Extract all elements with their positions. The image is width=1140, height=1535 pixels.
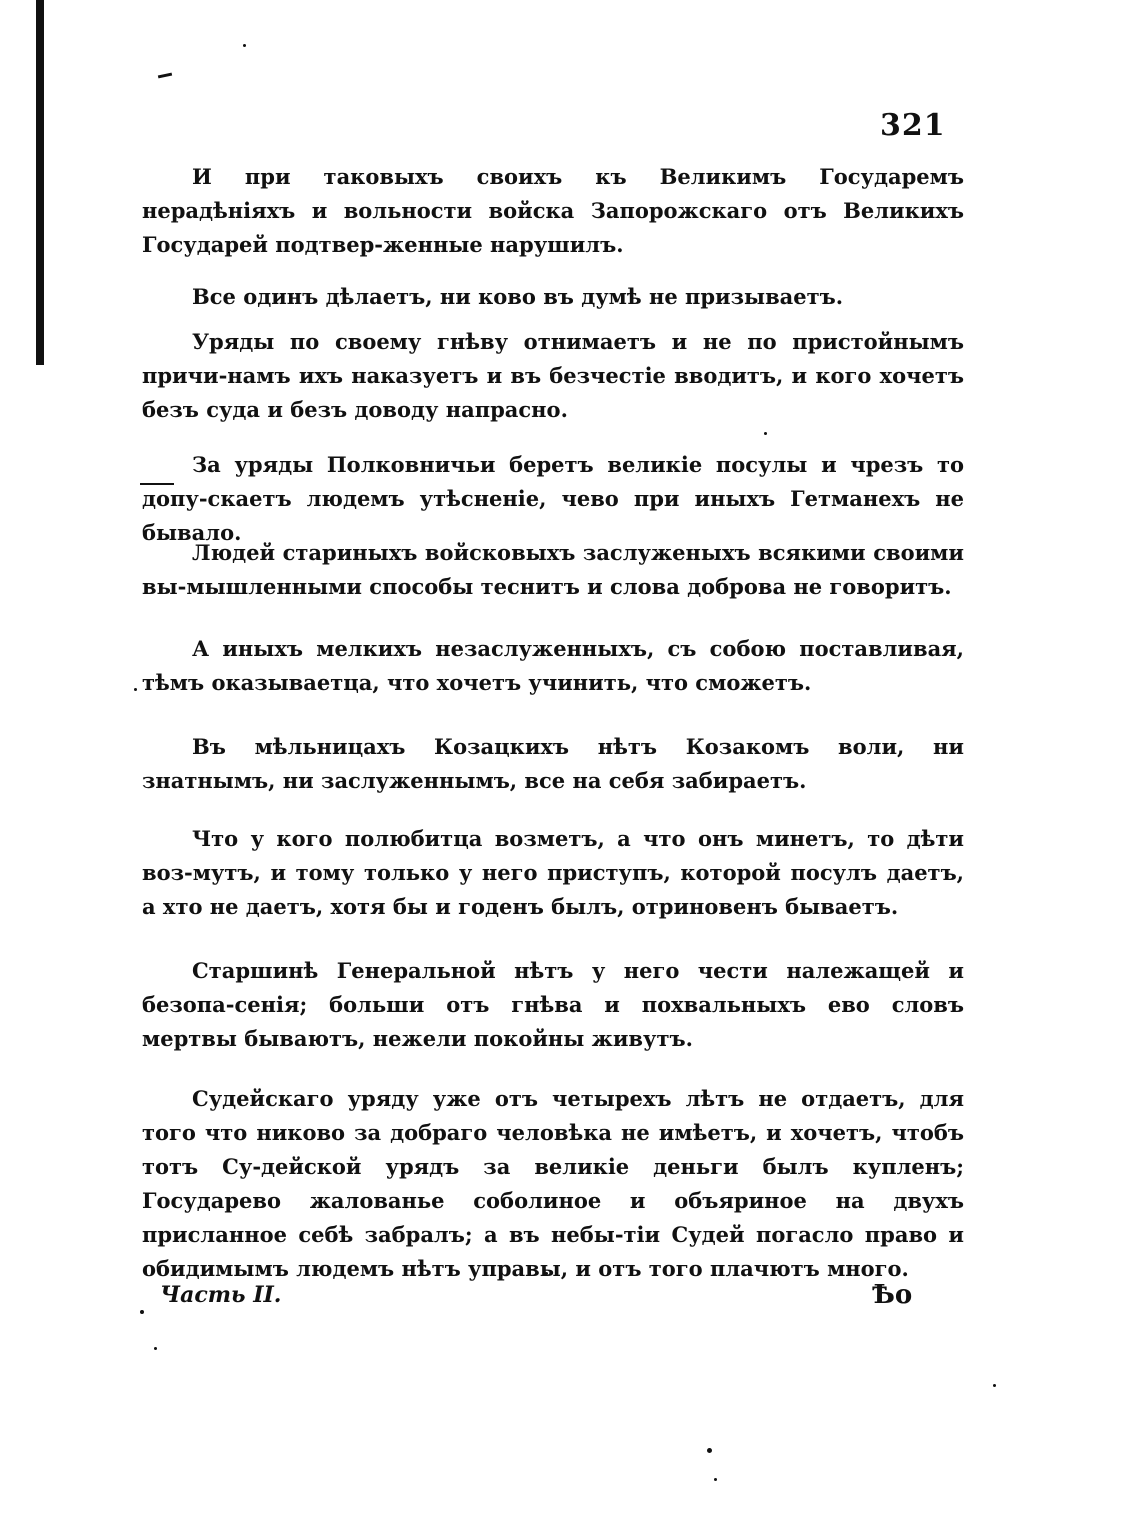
speck [243, 44, 246, 47]
speck [134, 688, 137, 691]
paragraph: За уряды Полковничьи беретъ великіе посулы и чрезъ то допу-скаетъ людемъ утѣсненіе, чево при иныхъ Гетманехъ не бывало. [142, 452, 964, 545]
stray-mark [158, 73, 172, 79]
speck [714, 1478, 717, 1481]
paragraph: Старшинѣ Генеральной нѣтъ у него чести належащей и безопа-сенія; больши отъ гнѣва и похвальныхъ ево словъ мертвы бываютъ, нежели покойны живутъ. [142, 958, 964, 1051]
speck [993, 1384, 996, 1387]
paragraph: Все одинъ дѣлаетъ, ни ково въ думѣ не призываетъ. [192, 284, 844, 309]
part-label: Часть II. [160, 1282, 282, 1308]
speck [764, 432, 767, 435]
page-edge-bar [36, 0, 44, 365]
paragraph: А иныхъ мелкихъ незаслуженныхъ, съ собою поставливая, тѣмъ оказываетца, что хочетъ учинить, что сможетъ. [142, 636, 964, 695]
paragraph: Что у кого полюбитца возметъ, а что онъ минетъ, то дѣти воз-мутъ, и тому только у него приступъ, которой посулъ даетъ, а хто не даетъ, хотя бы и годенъ былъ, отриновенъ бываетъ. [142, 826, 964, 919]
paragraph: Людей стариныхъ войсковыхъ заслуженыхъ всякими своими вы-мышленными способы теснитъ и слова доброва не говоритъ. [142, 540, 964, 599]
speck [707, 1448, 712, 1453]
paragraph: И при таковыхъ своихъ къ Великимъ Государемъ нерадѣніяхъ и вольности войска Запорожскаго отъ Великихъ Государей подтвер-женные нарушилъ. [142, 164, 964, 257]
page-number: 321 [880, 108, 946, 143]
paragraph: Судейскаго уряду уже отъ четырехъ лѣтъ не отдаетъ, для того что никово за добраго человѣка не имѣетъ, и хочетъ, чтобъ тотъ Су-дейской урядъ за великіе деньги былъ купленъ; Государево жалованье соболиное и объяриное на двухъ присланное себѣ забралъ; а въ небы-тіи Судей погасло право и обидимымъ людемъ нѣтъ управы, и отъ того плачютъ много. [142, 1086, 964, 1281]
speck [140, 1310, 144, 1314]
speck [154, 1347, 157, 1350]
paragraph: Уряды по своему гнѣву отнимаетъ и не по пристойнымъ причи-намъ ихъ наказуетъ и въ безчестіе вводитъ, и кого хочетъ безъ суда и безъ доводу напрасно. [142, 329, 964, 422]
signature-mark: Ѣо [872, 1280, 913, 1310]
paragraph: Въ мѣльницахъ Козацкихъ нѣтъ Козакомъ воли, ни знатнымъ, ни заслуженнымъ, все на себя забираетъ. [142, 734, 964, 793]
